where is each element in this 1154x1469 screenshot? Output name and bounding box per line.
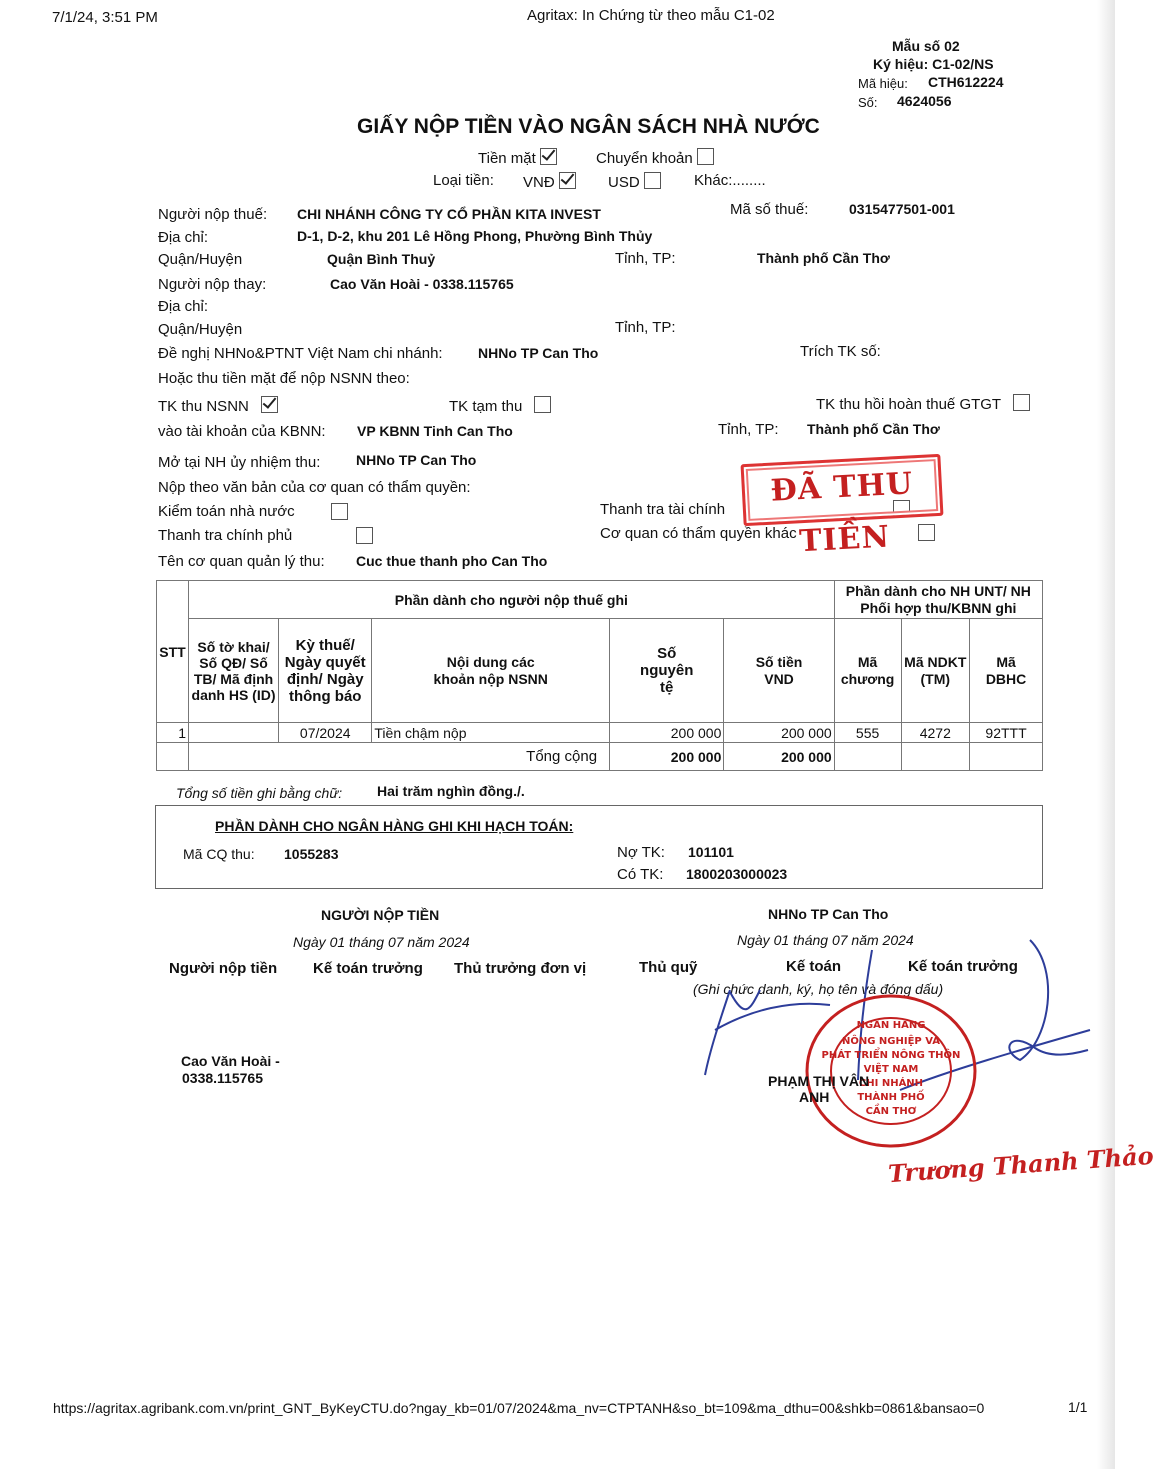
- right-signer-name-1: PHẠM THỊ VÂN: [768, 1073, 870, 1089]
- vao-tk-label: vào tài khoản của KBNN:: [158, 423, 326, 440]
- left-sign-date: Ngày 01 tháng 07 năm 2024: [293, 934, 470, 950]
- form-mau-so: Mẫu số 02: [892, 38, 960, 54]
- amount-words-value: Hai trăm nghìn đồng./.: [377, 783, 525, 799]
- ten-cq-value: Cuc thue thanh pho Can Tho: [356, 553, 548, 569]
- tinh3-label: Tỉnh, TP:: [718, 421, 779, 438]
- table-row: [157, 723, 1043, 743]
- mst-label: Mã số thuế:: [730, 201, 809, 218]
- nguoi-thay-label: Người nộp thay:: [158, 276, 267, 293]
- svg-text:NGÂN HÀNG: NGÂN HÀNG: [856, 1020, 926, 1031]
- tien-mat-checkbox: [540, 148, 557, 165]
- hoac-thu-label: Hoặc thu tiền mặt để nộp NSNN theo:: [158, 370, 410, 387]
- svg-text:CHI NHÁNH: CHI NHÁNH: [858, 1078, 924, 1089]
- loai-tien-label: Loại tiền:: [433, 172, 494, 189]
- right-signer-name-2: ANH: [799, 1089, 830, 1105]
- quan-label: Quận/Huyện: [158, 251, 243, 268]
- left-sign-title: NGƯỜI NỘP TIỀN: [321, 907, 440, 923]
- sign-note: (Ghi chức danh, ký, họ tên và đóng dấu): [693, 981, 944, 997]
- form-ma-hieu: CTH612224: [928, 74, 1004, 90]
- col-ma-chuong-header: Mã chương: [834, 619, 901, 723]
- trich-tk-label: Trích TK số:: [800, 343, 881, 360]
- script-signature-name: Trương Thanh Thảo: [887, 1140, 1154, 1189]
- row-so-to-khai: [188, 723, 278, 743]
- thanh-tra-cp-label: Thanh tra chính phủ: [158, 527, 293, 544]
- print-page-title: Agritax: In Chứng từ theo mẫu C1-02: [527, 7, 775, 24]
- sign-ke-toan: Kế toán: [786, 958, 842, 975]
- col-noi-dung-header: Nội dung các khoản nộp NSNN: [372, 619, 610, 723]
- col-so-to-khai-header: Số tờ khai/ Số QĐ/ Số TB/ Mã định danh HS (ID): [188, 619, 278, 723]
- svg-text:VIỆT NAM: VIỆT NAM: [863, 1064, 919, 1075]
- sign-thu-truong: Thủ trưởng đơn vị: [454, 960, 587, 977]
- svg-text:THÀNH PHỐ: THÀNH PHỐ: [857, 1092, 925, 1103]
- tk-tam-thu-checkbox: [534, 396, 551, 413]
- right-sign-title: NHNo TP Can Tho: [768, 906, 889, 922]
- total-label: Tổng cộng: [188, 743, 609, 771]
- page-edge-shadow: [1097, 0, 1115, 1469]
- total-nguyen-te: 200 000: [610, 743, 724, 771]
- quan-value: Quận Bình Thuỷ: [327, 251, 436, 267]
- usd-option: USD: [608, 172, 661, 191]
- col-dbhc-header: Mã DBHC: [970, 619, 1043, 723]
- vao-tk-value: VP KBNN Tinh Can Tho: [357, 423, 513, 439]
- print-datetime: 7/1/24, 3:51 PM: [52, 9, 158, 26]
- payer-section-header: Phần dành cho người nộp thuế ghi: [188, 581, 834, 619]
- tk-thu-nsnn-checkbox: [261, 396, 278, 413]
- no-tk-label: Nợ TK:: [617, 844, 665, 861]
- row-ky-thue: 07/2024: [279, 723, 372, 743]
- form-ky-hieu: Ký hiệu: C1-02/NS: [873, 56, 994, 72]
- no-tk-value: 101101: [688, 844, 734, 860]
- dia-chi-label: Địa chỉ:: [158, 229, 209, 246]
- co-quan-khac-checkbox: [918, 524, 935, 541]
- tinh3-value: Thành phố Cần Thơ: [807, 421, 940, 437]
- paid-stamp: ĐÃ THU TIỀN: [741, 454, 944, 526]
- khac-option: Khác:........: [694, 172, 766, 189]
- thanh-tra-cp-checkbox: [356, 527, 373, 544]
- usd-checkbox: [644, 172, 661, 189]
- co-quan-khac-label: Cơ quan có thẩm quyền khác: [600, 525, 797, 542]
- amount-words-label: Tổng số tiền ghi bằng chữ:: [176, 785, 343, 801]
- chuyen-khoan-checkbox: [697, 148, 714, 165]
- nguoi-nop-label: Người nộp thuế:: [158, 206, 268, 223]
- co-tk-value: 1800203000023: [686, 866, 788, 882]
- left-signer-name-2: 0338.115765: [182, 1070, 263, 1086]
- sign-nguoi-nop-tien: Người nộp tiền: [169, 960, 278, 977]
- mst-value: 0315477501-001: [849, 201, 955, 217]
- de-nghi-label: Đề nghị NHNo&PTNT Việt Nam chi nhánh:: [158, 345, 443, 362]
- chuyen-khoan-option: Chuyển khoản: [596, 148, 714, 167]
- print-url: https://agritax.agribank.com.vn/print_GNT_ByKeyCTU.do?ngay_kb=01/07/2024&ma_nv=CTPTANH&so_bt=109&ma_dthu=00&shkb=0861&bansao=0: [53, 1400, 985, 1416]
- ma-cq-label: Mã CQ thu:: [183, 846, 255, 862]
- sign-thu-quy: Thủ quỹ: [639, 959, 698, 976]
- ma-cq-value: 1055283: [284, 846, 339, 862]
- print-page-count: 1/1: [1068, 1399, 1088, 1415]
- row-ndkt: 4272: [901, 723, 970, 743]
- kiem-toan-checkbox: [331, 503, 348, 520]
- tk-tam-thu-option: TK tạm thu: [449, 396, 551, 415]
- bank-section-header: Phần dành cho NH UNT/ NH Phối hợp thu/KBNN ghi: [834, 581, 1042, 619]
- dia-chi2-label: Địa chỉ:: [158, 298, 209, 315]
- payment-table: [156, 580, 1043, 771]
- nop-theo-label: Nộp theo văn bản của cơ quan có thẩm quyền:: [158, 479, 471, 496]
- tk-hoan-thue-checkbox: [1013, 394, 1030, 411]
- tk-hoan-thue-option: TK thu hồi hoàn thuế GTGT: [816, 394, 1030, 413]
- row-ma-chuong: 555: [834, 723, 901, 743]
- dia-chi-value: D-1, D-2, khu 201 Lê Hồng Phong, Phường Bình Thủy: [297, 228, 653, 244]
- de-nghi-value: NHNo TP Can Tho: [478, 345, 599, 361]
- tk-thu-nsnn-option: TK thu NSNN: [158, 396, 278, 415]
- bank-section-title: PHẦN DÀNH CHO NGÂN HÀNG GHI KHI HẠCH TOÁN:: [215, 818, 574, 834]
- ten-cq-label: Tên cơ quan quản lý thu:: [158, 553, 325, 570]
- col-stt-header: STT: [157, 581, 189, 723]
- quan2-label: Quận/Huyện: [158, 321, 243, 338]
- row-stt: 1: [157, 723, 189, 743]
- thanh-tra-tc-label: Thanh tra tài chính: [600, 501, 726, 518]
- sign-ke-toan-truong-bank: Kế toán trưởng: [908, 958, 1018, 975]
- tien-mat-option: Tiền mặt: [478, 148, 557, 167]
- vnd-checkbox: [559, 172, 576, 189]
- row-noi-dung: Tiền chậm nộp: [372, 723, 610, 743]
- sign-ke-toan-truong: Kế toán trưởng: [313, 960, 423, 977]
- row-dbhc: 92TTT: [970, 723, 1043, 743]
- bank-round-seal: [803, 992, 979, 1150]
- col-nguyen-te-header: Số nguyên tệ: [610, 619, 724, 723]
- form-ma-hieu-label: Mã hiệu:: [858, 76, 908, 91]
- row-vnd: 200 000: [724, 723, 834, 743]
- nguoi-thay-value: Cao Văn Hoài - 0338.115765: [330, 276, 514, 292]
- nguoi-nop-value: CHI NHÁNH CÔNG TY CỔ PHẦN KITA INVEST: [297, 206, 601, 222]
- svg-text:PHÁT TRIỂN NÔNG THÔN: PHÁT TRIỂN NÔNG THÔN: [821, 1050, 961, 1061]
- col-ndkt-header: Mã NDKT (TM): [901, 619, 970, 723]
- col-vnd-header: Số tiền VND: [724, 619, 834, 723]
- form-title: GIẤY NỘP TIỀN VÀO NGÂN SÁCH NHÀ NƯỚC: [357, 115, 820, 138]
- kiem-toan-label: Kiểm toán nhà nước: [158, 503, 295, 520]
- row-nguyen-te: 200 000: [610, 723, 724, 743]
- vnd-option: VNĐ: [523, 172, 576, 191]
- form-so: 4624056: [897, 93, 952, 109]
- tinh-value: Thành phố Cần Thơ: [757, 250, 890, 266]
- tinh2-label: Tỉnh, TP:: [615, 319, 676, 336]
- tinh-label: Tỉnh, TP:: [615, 250, 676, 267]
- col-ky-thue-header: Kỳ thuế/ Ngày quyết định/ Ngày thông báo: [279, 619, 372, 723]
- svg-text:CẦN THƠ: CẦN THƠ: [865, 1106, 917, 1117]
- mo-tai-value: NHNo TP Can Tho: [356, 452, 477, 468]
- total-row: [157, 743, 1043, 771]
- total-vnd: 200 000: [724, 743, 834, 771]
- left-signer-name-1: Cao Văn Hoài -: [181, 1053, 280, 1069]
- co-tk-label: Có TK:: [617, 866, 664, 883]
- mo-tai-label: Mở tại NH ủy nhiệm thu:: [158, 454, 321, 471]
- svg-text:NÔNG NGHIỆP VÀ: NÔNG NGHIỆP VÀ: [841, 1036, 941, 1047]
- form-so-label: Số:: [858, 95, 878, 110]
- right-sign-date: Ngày 01 tháng 07 năm 2024: [737, 932, 914, 948]
